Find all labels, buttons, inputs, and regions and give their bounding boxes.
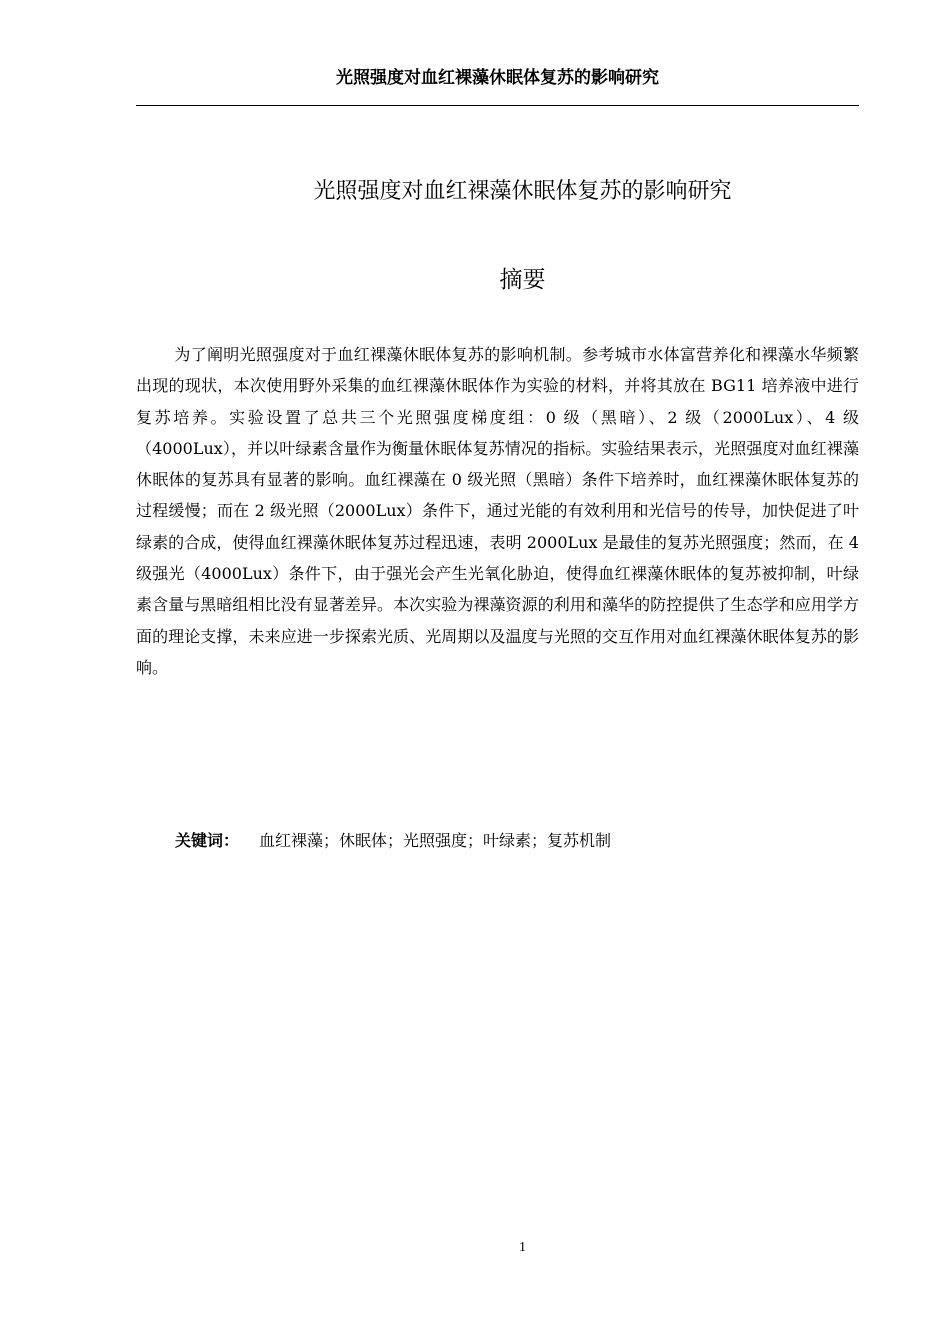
abstract-heading: 摘要: [499, 267, 546, 293]
keywords-line: [175, 826, 859, 856]
header-rule: [136, 105, 859, 106]
paper-title: 光照强度对血红裸藻休眠体复苏的影响研究: [313, 179, 732, 204]
running-header: 光照强度对血红裸藻休眠体复苏的影响研究: [336, 68, 659, 88]
keywords-list: 血红裸藻；休眠体；光照强度；叶绿素；复苏机制: [259, 831, 612, 850]
keywords-label: 关键词：: [175, 831, 240, 850]
page-number: 1: [519, 1240, 526, 1255]
abstract-body: 为了阐明光照强度对于血红裸藻休眠体复苏的影响机制。参考城市水体富营养化和裸藻水华频繁出现的现状，本次使用野外采集的血红裸藻休眠体作为实验的材料，并将其放在 BG11 培养液中进行复苏培养。实验设置了总共三个光照强度梯度组：0 级（黑暗）、2 级（2000Lux）、4 级（4000Lux），并以叶绿素含量作为衡量休眠体复苏情况的指标。实验结果表示，光照强度对血红裸藻休眠体的复苏具有显著的影响。血红裸藻在 0 级光照（黑暗）条件下培养时，血红裸藻休眠体复苏的过程缓慢；而在 2 级光照（2000Lux）条件下，通过光能的有效利用和光信号的传导，加快促进了叶绿素的合成，使得血红裸藻休眠体复苏过程迅速，表明 2000Lux 是最佳的复苏光照强度；然而，在 4 级强光（4000Lux）条件下，由于强光会产生光氧化胁迫，使得血红裸藻休眠体的复苏被抑制，叶绿素含量与黑暗组相比没有显著差异。本次实验为裸藻资源的利用和藻华的防控提供了生态学和应用学方面的理论支撑，未来应进一步探索光质、光周期以及温度与光照的交互作用对血红裸藻休眠体复苏的影响。: [136, 345, 859, 677]
